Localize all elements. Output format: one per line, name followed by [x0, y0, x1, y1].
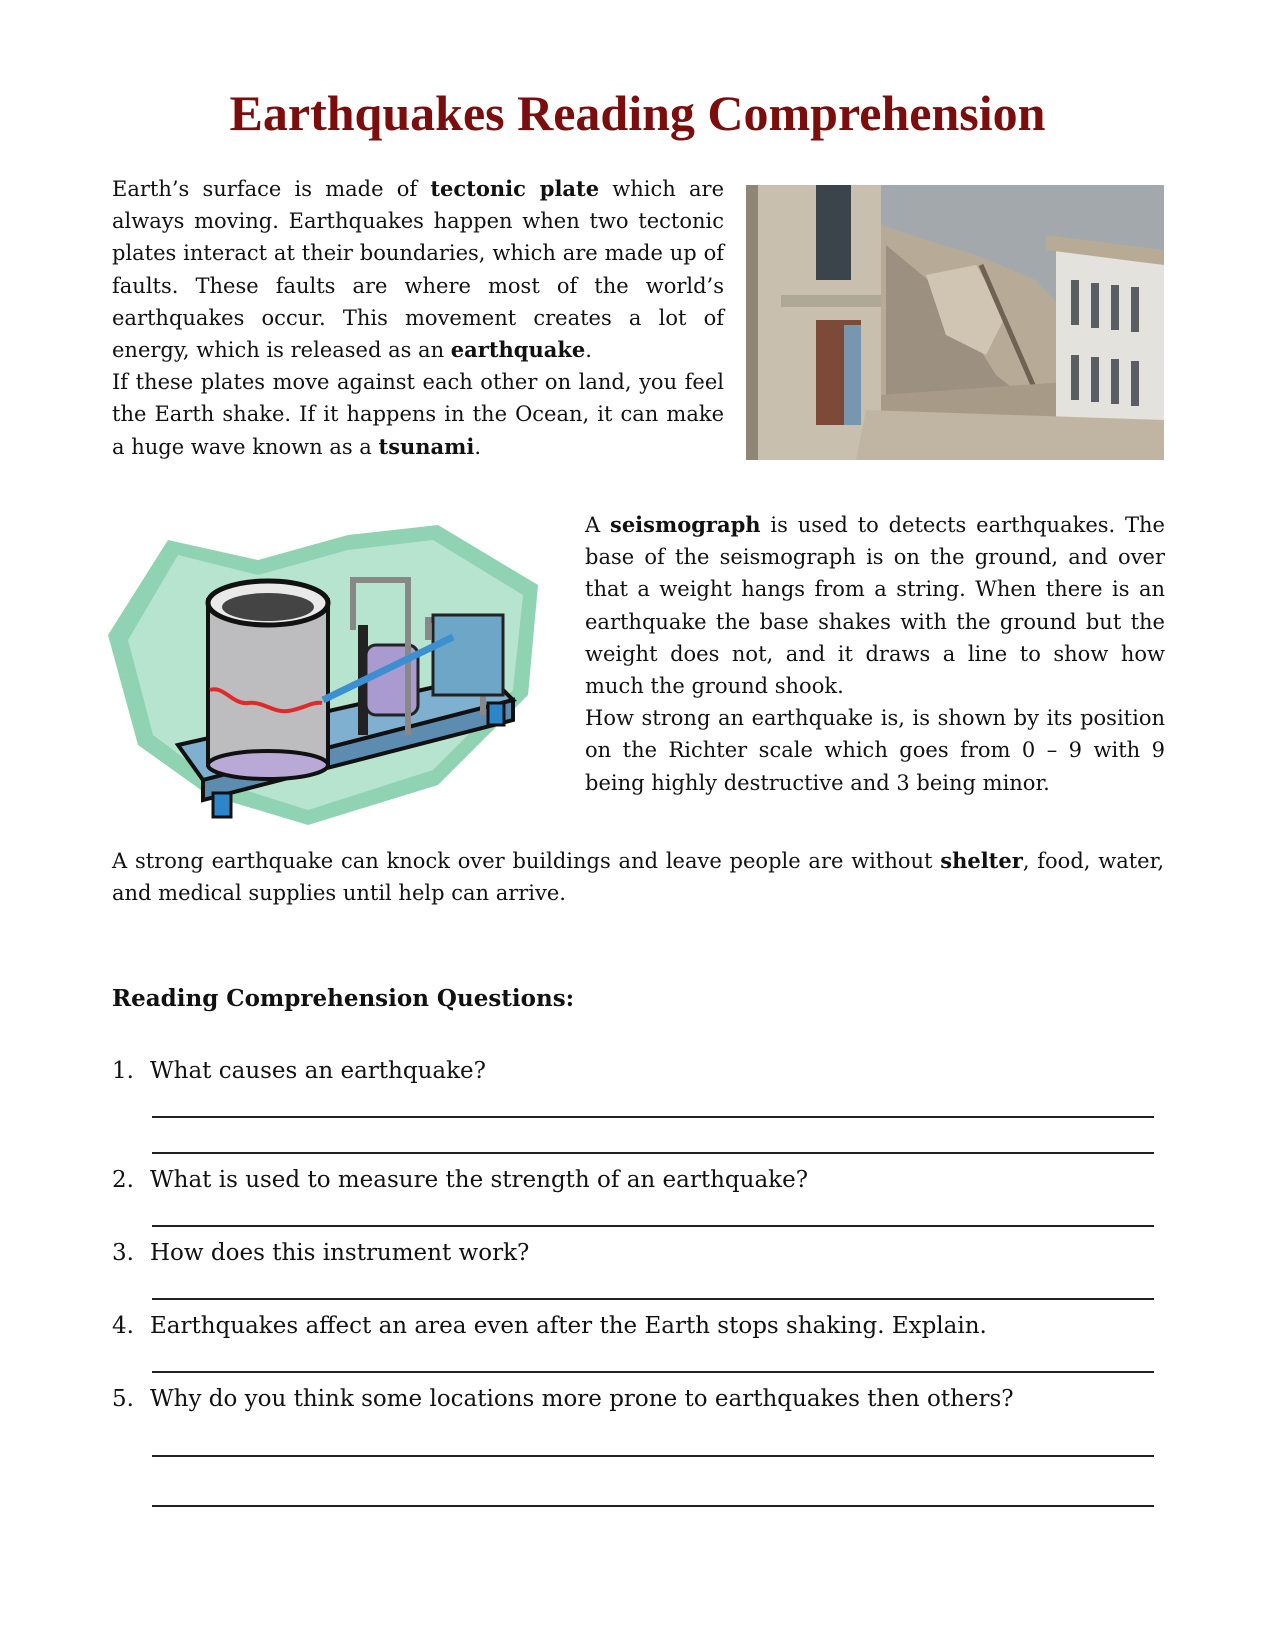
intro-text: . [474, 434, 482, 459]
question-number: 2. [112, 1167, 134, 1193]
question-1 [112, 1058, 486, 1084]
seismograph-text: is used to detects earthquakes. The base of the seismograph is on the ground, and over that a weight hangs from a string. When there is an earthquake the base shakes with the ground but the weight does not, and it draws a line to show how much the ground shook. [585, 513, 1165, 699]
question-number: 5. [112, 1386, 134, 1412]
impact-paragraph [112, 845, 1164, 909]
answer-line-5b[interactable] [152, 1505, 1154, 1507]
question-text: Why do you think some locations more prone to earthquakes then others? [150, 1386, 1014, 1412]
page-title: Earthquakes Reading Comprehension [229, 85, 1046, 141]
collapsed-building-photo [746, 185, 1164, 460]
question-5 [112, 1386, 1014, 1412]
intro-text: Earth’s surface is made of [112, 177, 431, 201]
answer-line-2[interactable] [152, 1225, 1154, 1227]
term-shelter: shelter [940, 848, 1023, 873]
term-tectonic-plate: tectonic plate [430, 176, 600, 201]
term-seismograph: seismograph [610, 512, 761, 537]
question-3 [112, 1240, 529, 1266]
seismograph-paragraph [585, 509, 1165, 799]
question-text: What is used to measure the strength of an earthquake? [150, 1167, 809, 1193]
intro-text: which are always moving. Earthquakes happen when two tectonic plates interact at their boundaries, which are made up of faults. These faults are where most of the world’s earthquakes occur. This movement creates a lot of energy, which is released as an [112, 177, 724, 363]
intro-paragraph [112, 173, 724, 463]
answer-line-1a[interactable] [152, 1116, 1154, 1118]
question-2 [112, 1167, 808, 1193]
question-text: What causes an earthquake? [150, 1058, 486, 1084]
answer-line-4[interactable] [152, 1371, 1154, 1373]
answer-line-3[interactable] [152, 1298, 1154, 1300]
richter-scale-text: How strong an earthquake is, is shown by its position on the Richter scale which goes from 0 – 9 with 9 being highly destructive and 3 being minor. [585, 706, 1165, 795]
term-tsunami: tsunami [378, 433, 475, 459]
impact-text: A strong earthquake can knock over buildings and leave people are without [112, 849, 941, 873]
question-number: 3. [112, 1240, 134, 1266]
term-earthquake: earthquake [450, 337, 586, 363]
questions-heading: Reading Comprehension Questions: [112, 985, 575, 1012]
seismograph-text: A [585, 513, 610, 537]
question-number: 4. [112, 1313, 134, 1339]
question-text: How does this instrument work? [150, 1240, 530, 1266]
answer-line-5a[interactable] [152, 1455, 1154, 1457]
impact-text: , food, water, and medical supplies until help can arrive. [112, 849, 1164, 906]
intro-text: If these plates move against each other on land, you feel the Earth shake. If it happens in the Ocean, it can make a huge wave known as a [112, 370, 724, 459]
question-text: Earthquakes affect an area even after the Earth stops shaking. Explain. [150, 1313, 987, 1339]
intro-text: . [585, 338, 592, 363]
answer-line-1b[interactable] [152, 1152, 1154, 1154]
question-4 [112, 1313, 987, 1339]
question-number: 1. [112, 1058, 134, 1084]
seismograph-clipart [108, 525, 568, 840]
